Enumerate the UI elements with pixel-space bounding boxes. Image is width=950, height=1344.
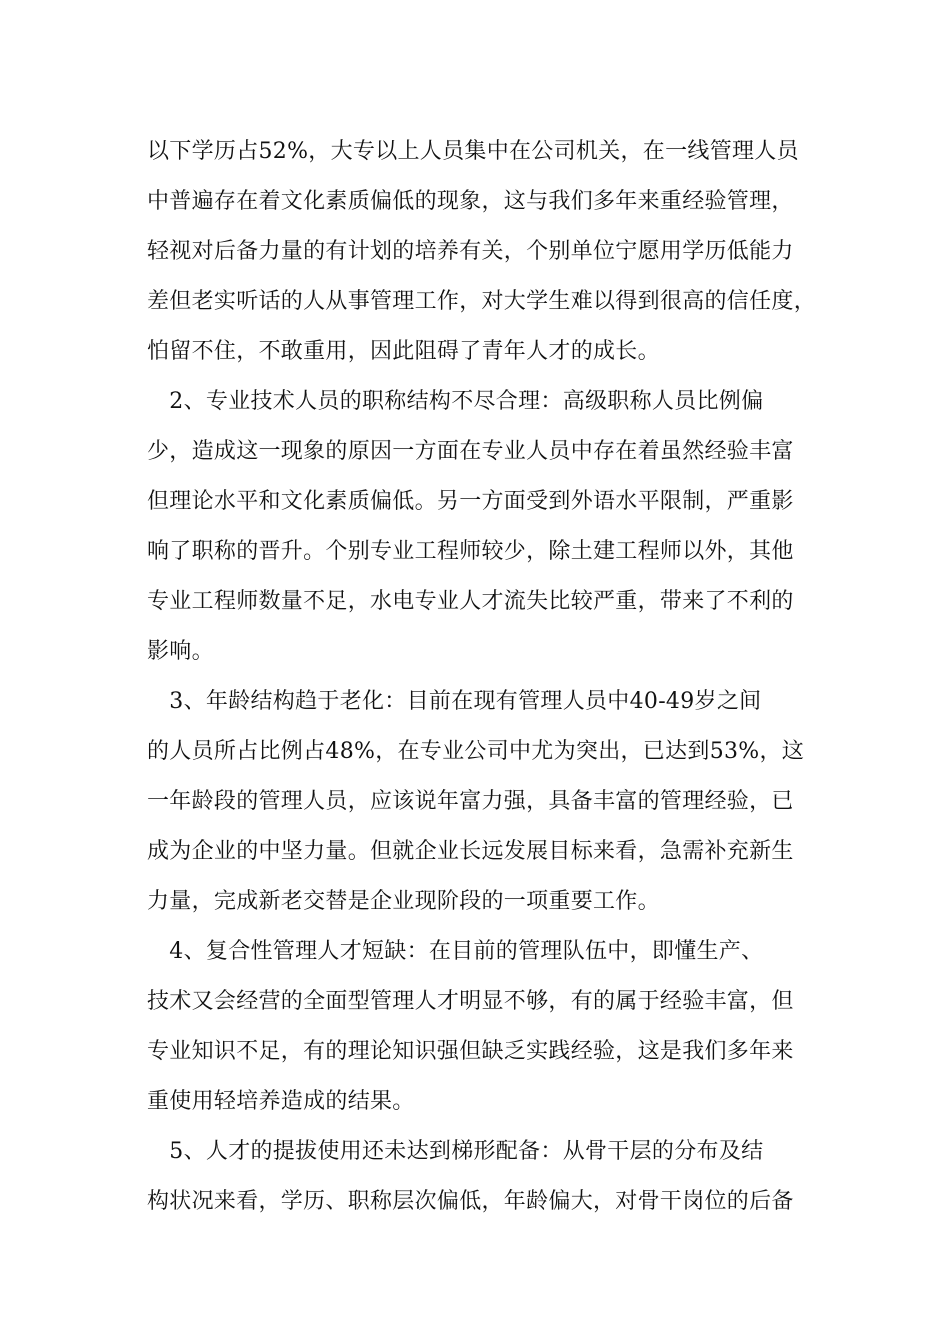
text-line: 但理论水平和文化素质偏低。另一方面受到外语水平限制，严重影 (147, 489, 794, 514)
text-line: 专业知识不足，有的理论知识强但缺乏实践经验，这是我们多年来 (147, 1039, 794, 1064)
text-line: 以下学历占52%，大专以上人员集中在公司机关，在一线管理人员 (147, 139, 799, 164)
text-line: 怕留不住，不敢重用，因此阻碍了青年人才的成长。 (147, 339, 660, 364)
paragraph-2-start: 2、专业技术人员的职称结构不尽合理：高级职称人员比例偏 (147, 389, 764, 414)
text-line: 重使用轻培养造成的结果。 (147, 1089, 415, 1114)
paragraph-3-start: 3、年龄结构趋于老化：目前在现有管理人员中40-49岁之间 (147, 689, 762, 714)
text-line: 构状况来看，学历、职称层次偏低，年龄偏大，对骨干岗位的后备 (147, 1189, 794, 1214)
text-line: 的人员所占比例占48%，在专业公司中尤为突出，已达到53%，这 (147, 739, 805, 764)
text-line: 技术又会经营的全面型管理人才明显不够，有的属于经验丰富，但 (147, 989, 794, 1014)
text-line: 差但老实听话的人从事管理工作，对大学生难以得到很高的信任度， (147, 289, 817, 314)
paragraph-4-start: 4、复合性管理人才短缺：在目前的管理队伍中，即懂生产、 (147, 939, 764, 964)
text-line: 少，造成这一现象的原因一方面在专业人员中存在着虽然经验丰富 (147, 439, 794, 464)
text-line: 中普遍存在着文化素质偏低的现象，这与我们多年来重经验管理， (147, 189, 794, 214)
text-line: 一年龄段的管理人员，应该说年富力强，具备丰富的管理经验，已 (147, 789, 794, 814)
text-line: 力量，完成新老交替是企业现阶段的一项重要工作。 (147, 889, 660, 914)
text-line: 轻视对后备力量的有计划的培养有关，个别单位宁愿用学历低能力 (147, 239, 794, 264)
text-line: 影响。 (147, 639, 214, 664)
text-line: 成为企业的中坚力量。但就企业长远发展目标来看，急需补充新生 (147, 839, 794, 864)
text-line: 专业工程师数量不足，水电专业人才流失比较严重，带来了不利的 (147, 589, 794, 614)
text-line: 响了职称的晋升。个别专业工程师较少，除土建工程师以外，其他 (147, 539, 794, 564)
paragraph-5-start: 5、人才的提拔使用还未达到梯形配备：从骨干层的分布及结 (147, 1139, 764, 1164)
